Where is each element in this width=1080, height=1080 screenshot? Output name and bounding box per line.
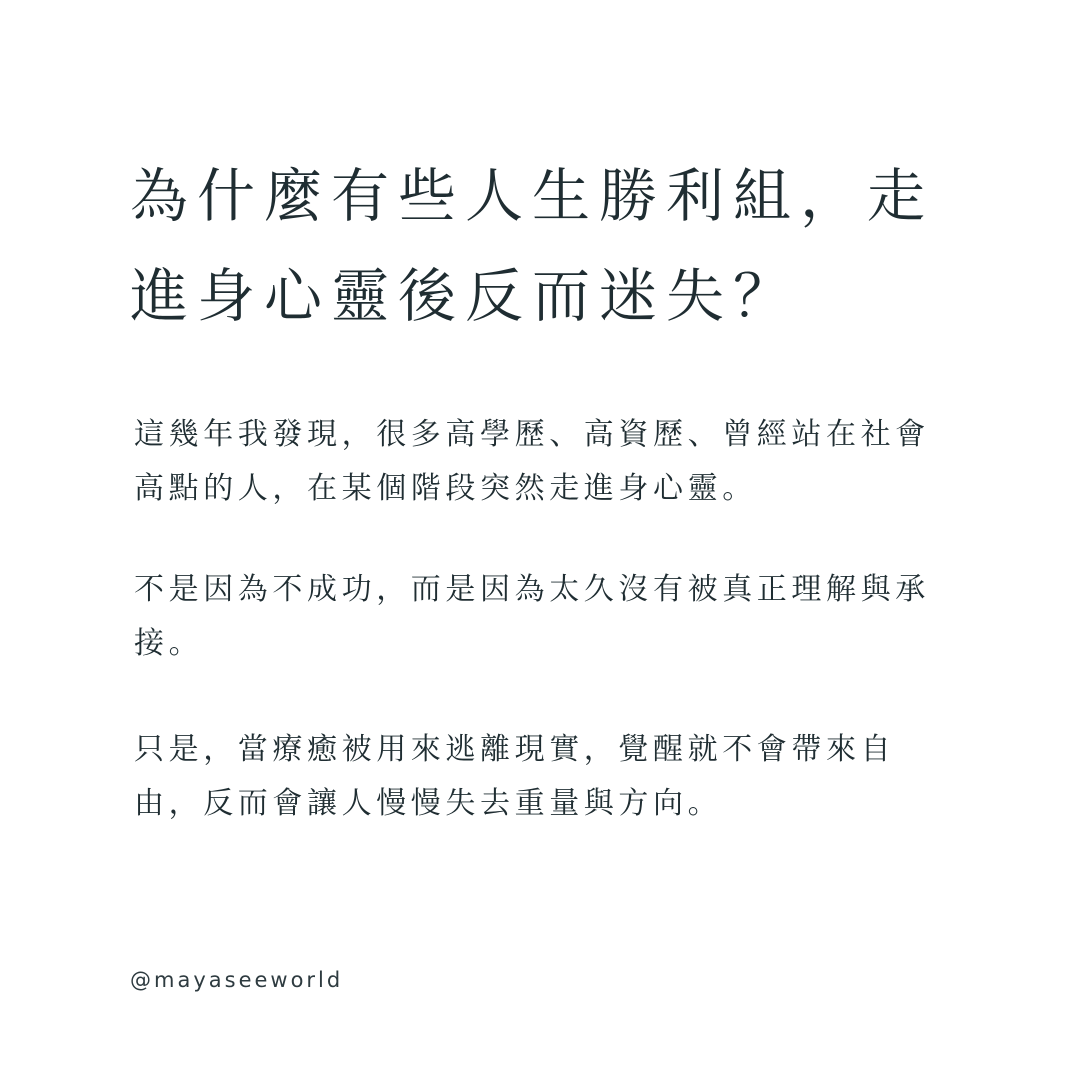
author-handle: @mayaseeworld — [130, 968, 344, 992]
paragraph-line: 由，反而會讓人慢慢失去重量與方向。 — [134, 786, 723, 821]
paragraph-line: 接。 — [134, 626, 204, 661]
paragraph-line: 只是，當療癒被用來逃離現實，覺醒就不會帶來自 — [134, 732, 896, 767]
paragraph-3 — [134, 723, 1034, 831]
title-line: 為什麼有些人生勝利組，走 — [130, 162, 935, 230]
title-line: 進身心靈後反而迷失？ — [130, 262, 801, 330]
paragraph-line: 這幾年我發現，很多高學歷、高資歷、曾經站在社會 — [134, 417, 930, 452]
paragraph-line: 不是因為不成功，而是因為太久沒有被真正理解與承 — [134, 572, 930, 607]
paragraph-2 — [134, 563, 1034, 671]
post-title — [130, 146, 990, 346]
paragraph-1 — [134, 408, 1034, 516]
paragraph-line: 高點的人，在某個階段突然走進身心靈。 — [134, 471, 757, 506]
